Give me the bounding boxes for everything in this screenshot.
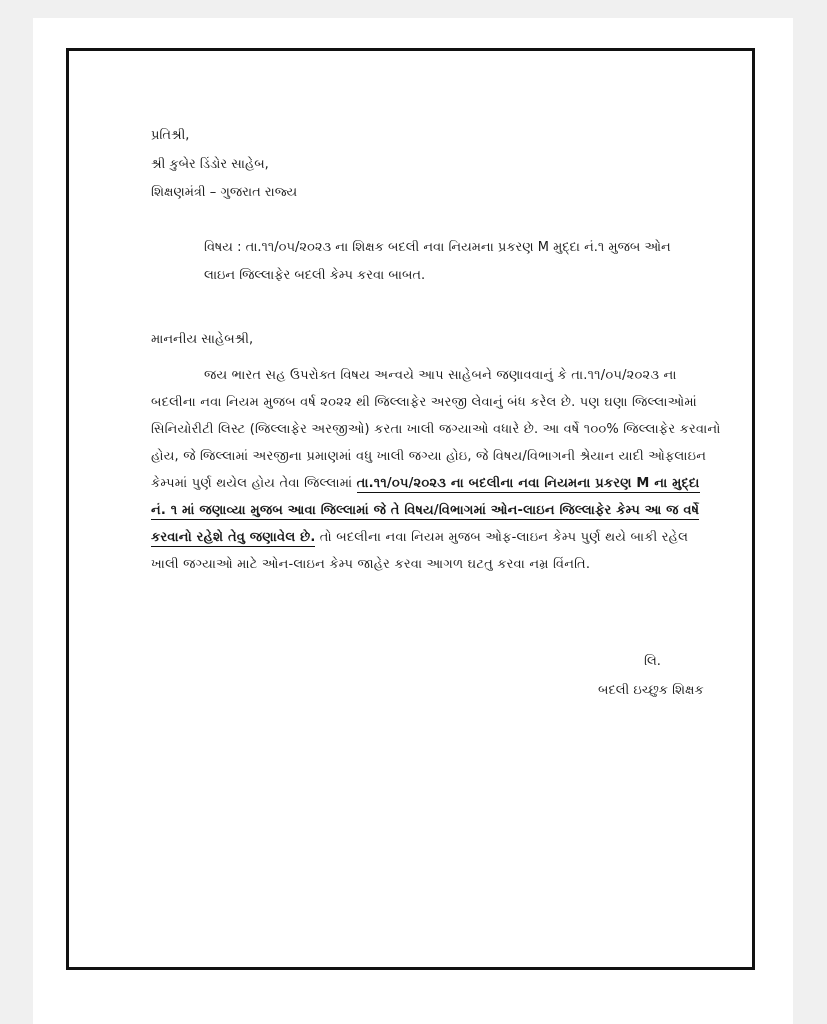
body-line-5-underlined: તા.૧૧/૦૫/૨૦૨૩ ના બદલીના નવા નિયમના પ્રકરણ M ના મુદ્દા: [356, 476, 700, 491]
body-line-2: બદલીના નવા નિયમ મુજબ વર્ષ ૨૦૨૨ થી જિલ્લાફેર અરજી લેવાનું બંધ કરેલ છે. પણ ઘણા જિલ્લાઓમાં: [151, 395, 697, 410]
address-line-3: શિક્ષણમંત્રી – ગુજરાત રાજ્ય: [151, 185, 298, 200]
body-line-6: [151, 502, 699, 520]
body-line-7-underlined: કરવાનો રહેશે તેવુ જણાવેલ છે.: [151, 530, 316, 545]
address-line-2: શ્રી કુબેર ડિંડોર સાહેબ,: [151, 157, 269, 172]
salutation: માનનીય સાહેબશ્રી,: [151, 332, 254, 347]
letter-page: [33, 18, 793, 1024]
subject-line-1: વિષય : તા.૧૧/૦૫/૨૦૨૩ ના શિક્ષક બદલી નવા નિયમના પ્રકરણ M મુદ્દા નં.૧ મુજબ ઓન: [204, 240, 671, 255]
body-line-5: [151, 475, 700, 493]
body-line-6-underlined: નં. ૧ માં જણાવ્યા મુજબ આવા જિલ્લામાં જે તે વિષય/વિભાગમાં ઓન-લાઇન જિલ્લાફેર કેમ્પ આ જ વર્ષે: [151, 503, 700, 518]
page-border: [66, 48, 755, 970]
address-line-1: પ્રતિશ્રી,: [151, 128, 190, 143]
body-line-4: હોય, જે જિલ્લામાં અરજીના પ્રમાણમાં વધુ ખાલી જગ્યા હોઇ, જે વિષય/વિભાગની શ્રેયાન યાદી ઓફલાઇન: [151, 449, 707, 464]
signature-name: બદલી ઇચ્છુક શિક્ષક: [598, 683, 704, 698]
body-line-7: [151, 529, 688, 547]
subject-line-2: લાઇન જિલ્લાફેર બદલી કેમ્પ કરવા બાબત.: [204, 268, 426, 283]
body-line-8: ખાલી જગ્યાઓ માટે ઓન-લાઇન કેમ્પ જાહેર કરવા આગળ ઘટતુ કરવા નમ્ર વિંનતિ.: [151, 557, 591, 572]
signature-closing: લિ.: [644, 654, 661, 669]
body-line-3: સિનિયોરીટી લિસ્ટ (જિલ્લાફેર અરજીઓ) કરતા ખાલી જગ્યાઓ વધારે છે. આ વર્ષે ૧૦૦% જિલ્લાફેર કરવાનો: [151, 422, 721, 437]
body-line-7-plain: તો બદલીના નવા નિયમ મુજબ ઓફ-લાઇન કેમ્પ પુર્ણ થયે બાકી રહેલ: [315, 530, 689, 545]
body-line-1: જય ભારત સહ ઉપરોક્ત વિષય અન્વયે આપ સાહેબને જણાવવાનું કે તા.૧૧/૦૫/૨૦૨૩ ના: [204, 368, 677, 383]
body-line-5-plain: કેમ્પમાં પુર્ણ થયેલ હોય તેવા જિલ્લામાં: [151, 476, 357, 491]
